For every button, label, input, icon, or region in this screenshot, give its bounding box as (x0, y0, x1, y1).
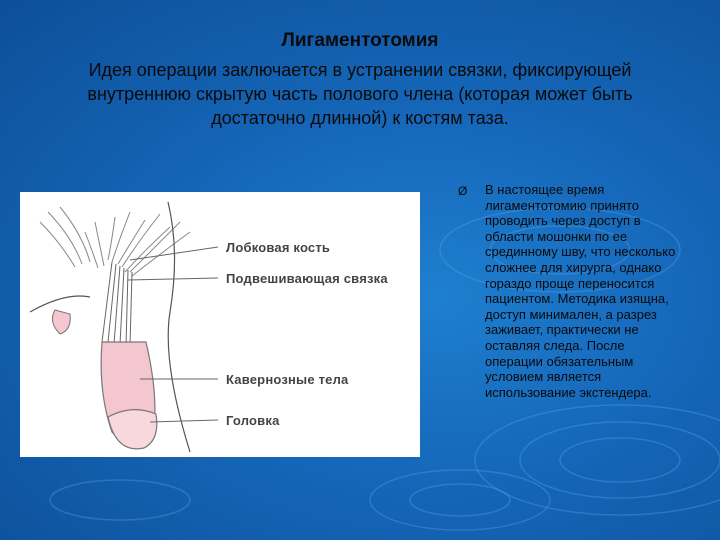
hair-strokes (40, 207, 190, 276)
ligament-fibers (102, 262, 132, 346)
label-suspensory-ligament: Подвешивающая связка (226, 271, 388, 286)
anatomy-illustration (20, 192, 420, 457)
anatomy-drawing (20, 192, 420, 457)
label-pubic-bone: Лобковая кость (226, 240, 331, 255)
slide-title: Лигаментотомия (281, 30, 439, 51)
label-glans: Головка (226, 413, 280, 428)
slide-subtitle: Идея операции заключается в устранении связки, фиксирующей внутреннюю скрытую часть полового члена (которая может быть достаточно длинной) к костям таза. (87, 60, 633, 128)
bullet-text: В настоящее время лигаментотомию принято проводить через доступ в области мошонки по ее срединному шву, что несколько сложнее для хирурга, однако гораздо проще переносится пациентом. Методика изящна, доступ минимален, а разрез заживает, практически не оставляя следа. После операции обязательным условием является использование экстендера. (485, 182, 676, 400)
bullet-arrow-icon: Ø (458, 184, 468, 198)
label-cavernous-bodies: Кавернозные тела (226, 372, 349, 387)
